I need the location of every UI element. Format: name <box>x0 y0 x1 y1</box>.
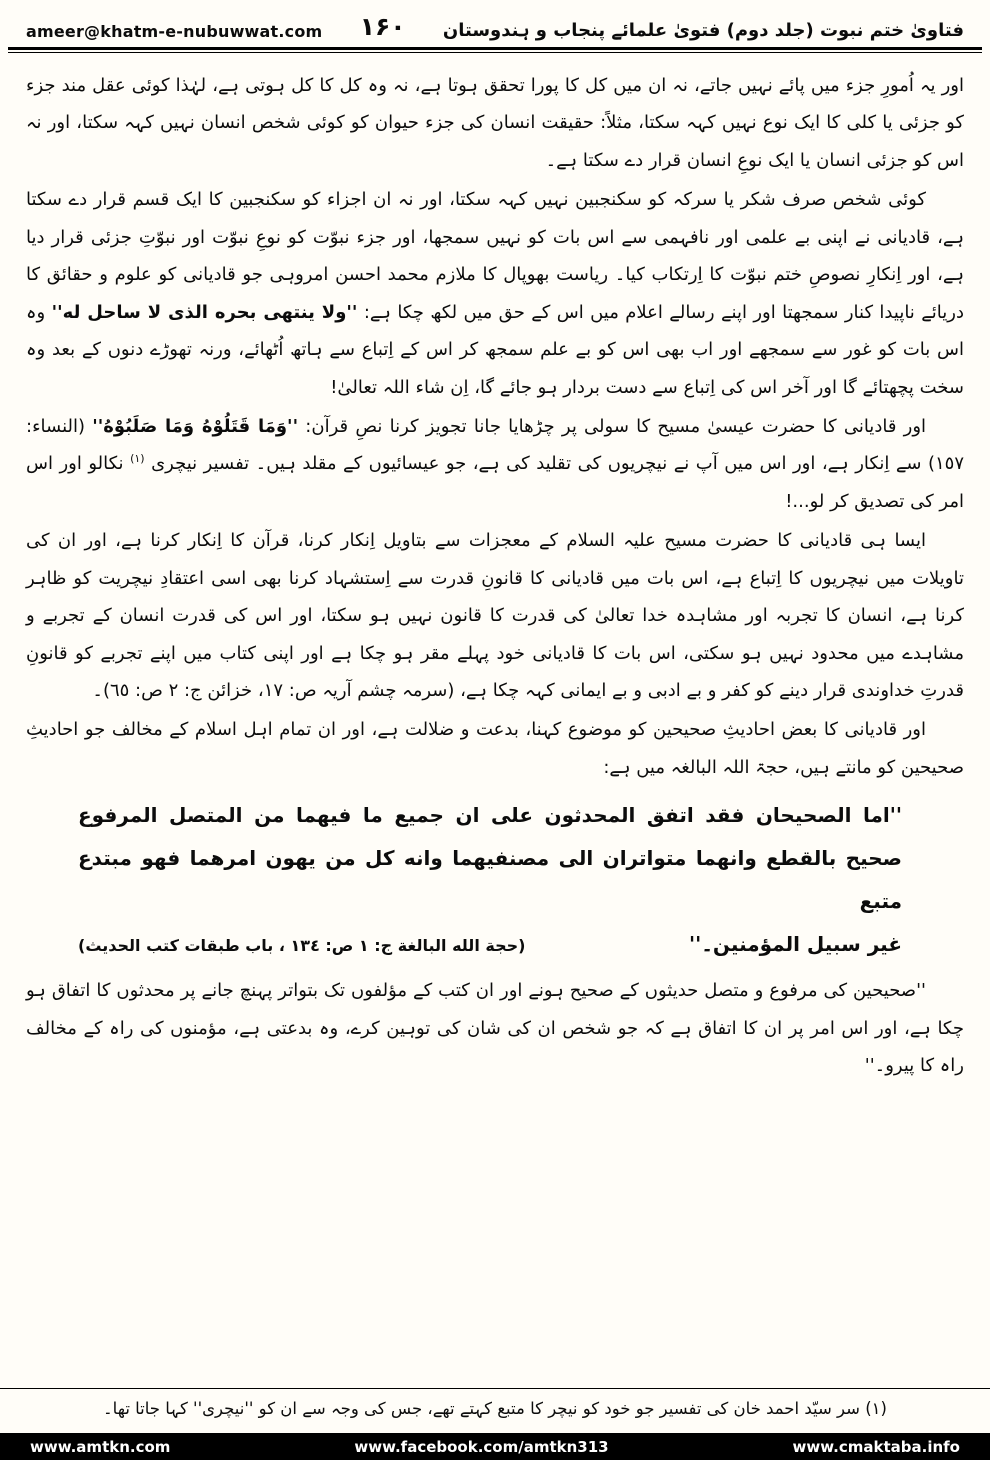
page-number: ۱۶۰ <box>359 12 406 41</box>
footnote-text: (۱) سر سیّد احمد خان کی تفسیر جو خود کو نیچر کا متبع کہتے تھے، جس کی وجہ سے ان کو ''نیچری'' کہا جاتا تھا۔ <box>103 1399 887 1418</box>
paragraph-1: اور یہ اُمورِ جزء میں پائے نہیں جاتے، نہ ان میں کل کا پورا تحقق ہوتا ہے، نہ وہ کل کا کل ہوتی ہے، لہٰذا کوئی عقل مند جزء کو جزئی یا کلی کا ایک نوع نہیں کہہ سکتا، مثلاً: حقیقت انسان کی جزء حیوان کو کوئی شخص انسان نہیں کہہ سکتا، اور نہ اس کو جزئی انسان یا ایک نوعِ انسان قرار دے سکتا ہے۔ <box>26 75 964 171</box>
page-body <box>0 53 990 1085</box>
paragraph-6-translation: ''صحیحین کی مرفوع و متصل حدیثوں کے صحیح ہونے اور ان کتب کے مؤلفوں تک بتواتر پہنچ جانے پر محدثوں کا اتفاق ہو چکا ہے، اور اس امر پر ان کا اتفاق ہے کہ جو شخص ان کی شان کی توہین کرے، وہ بدعتی ہے، مؤمنوں کی راہ کے مخالف راہ کا پیرو۔'' <box>26 980 964 1077</box>
paragraph-4: ایسا ہی قادیانی کا حضرت مسیح علیہ السلام کے معجزات سے بتاویل اِنکار کرنا، قرآن کا اِنکار کرنا ہے، اور ان کی تاویلات میں نیچریوں کا اِتباع ہے، اس بات میں قادیانی کا قانونِ قدرت سے اِستشہاد کرنا بھی اسی اعتقادِ نیچریت کو ظاہر کرنا ہے، انسان کا تجربہ اور مشاہدہ خدا تعالیٰ کی قدرت کا قانون نہیں ہو سکتا، اور اس کی قدرت انسان کے تجربے و مشاہدے میں محدود نہیں ہو سکتی، اس بات کا قادیانی خود پہلے مقر ہو چکا ہے اور اپنی کتاب میں اپنے تجربے کو قانونِ قدرتِ خداوندی قرار دینے کو کفر و بے ادبی و بے ایمانی کہہ چکا ہے، (سرمہ چشم آریہ ص: ١٧، خزائن ج: ٢ ص: ٦٥)۔ <box>26 530 965 701</box>
arabic-citation: (حجة الله البالغة ج: ١ ص: ١٣٤ ، باب طبقات كتب الحديث) <box>78 936 526 956</box>
paragraph-3-text-c: نکالو اور اس امر کی تصدیق کر لو...! <box>26 453 964 512</box>
paragraph-5: اور قادیانی کا بعض احادیثِ صحیحین کو موضوع کہنا، بدعت و ضلالت ہے، اور ان تمام اہل اسلام کے مخالف جو احادیثِ صحیحین کو مانتے ہیں، حجۃ اللہ البالغہ میں ہے: <box>26 719 964 778</box>
paragraph-3-text-b: (النساء: ١٥٧) سے اِنکار ہے، اور اس میں آپ نے نیچریوں کی تقلید کی ہے، جو عیسائیوں کے مقلد ہیں۔ تفسیر نیچری <box>26 415 964 475</box>
footer-link-facebook: www.facebook.com/amtkn313 <box>354 1437 609 1456</box>
paragraph-3-text-a: اور قادیانی کا حضرت عیسیٰ مسیح کا سولی پر چڑھایا جانا تجویز کرنا نصِ قرآن: <box>298 415 927 437</box>
paragraph-2 <box>26 181 964 406</box>
contact-email: ameer@khatm-e-nubuwwat.com <box>26 22 323 41</box>
arabic-quotation-lastline <box>78 923 902 966</box>
paragraph-2-text-b: وہ اس بات کو غور سے سمجھے اور اب بھی اس کو بے علم سمجھ کر اس کے اِتباع سے ہاتھ اُٹھائے، ورنہ تھوڑے دنوں کے بعد وہ سخت پچھتائے گا اور آخر اس کی اِتباع سے دست بردار ہو جائے گا، اِن شاء اللہ تعالیٰ! <box>26 301 964 398</box>
page-header <box>0 0 990 45</box>
arabic-quotation-text: ''اما الصحيحان فقد اتفق المحدثون على ان جميع ما فيهما من المتصل المرفوع صحيح بالقطع وانهما متواتران الى مصنفيهما وانه كل من يهون امرهما فهو مبتدع متبع <box>78 803 902 914</box>
paragraph-3 <box>26 408 964 520</box>
footnote-area <box>0 1388 990 1418</box>
footer-bar <box>0 1433 990 1460</box>
arabic-quotation-tail: غير سبيل المؤمنين۔'' <box>688 932 902 957</box>
paragraph-2-text-a: کوئی شخص صرف شکر یا سرکہ کو سکنجبین نہیں کہہ سکتا، اور نہ ان اجزاء کو سکنجبین کا ایک قسم قرار دے سکتا ہے، قادیانی نے اپنی بے علمی اور نافہمی سے اس بات کو نہیں سمجھا، اور جزء نبوّت کو نوعِ نبوّت اور نبوّتِ جزئی قرار دیا ہے، اور اِنکارِ نصوصِ ختم نبوّت کا اِرتکاب کیا۔ ریاست بھوپال کا ملازم محمد احسن امروہی جو قادیانی کو علوم و حقائق کا دریائے ناپیدا کنار سمجھتا اور اپنے رسالے اعلام میں اس کے حق میں لکھ چکا ہے: <box>26 189 964 323</box>
footer-link-cmaktaba: www.cmaktaba.info <box>792 1437 960 1456</box>
footnote-rule <box>0 1388 990 1389</box>
arabic-quotation-block <box>78 794 902 966</box>
arabic-inline-quote: ''ولا ينتهى بحره الذى لا ساحل له'' <box>51 301 358 323</box>
book-title: فتاویٰ ختم نبوت (جلد دوم) فتویٰ علمائے پنجاب و ہندوستان <box>442 20 964 41</box>
footer-link-amtkn: www.amtkn.com <box>30 1437 171 1456</box>
header-rule-thick <box>8 47 982 50</box>
footnote-marker: (۱) <box>130 452 145 466</box>
quran-verse: ''وَمَا قَتَلُوْهُ وَمَا صَلَبُوْهُ'' <box>92 415 299 437</box>
